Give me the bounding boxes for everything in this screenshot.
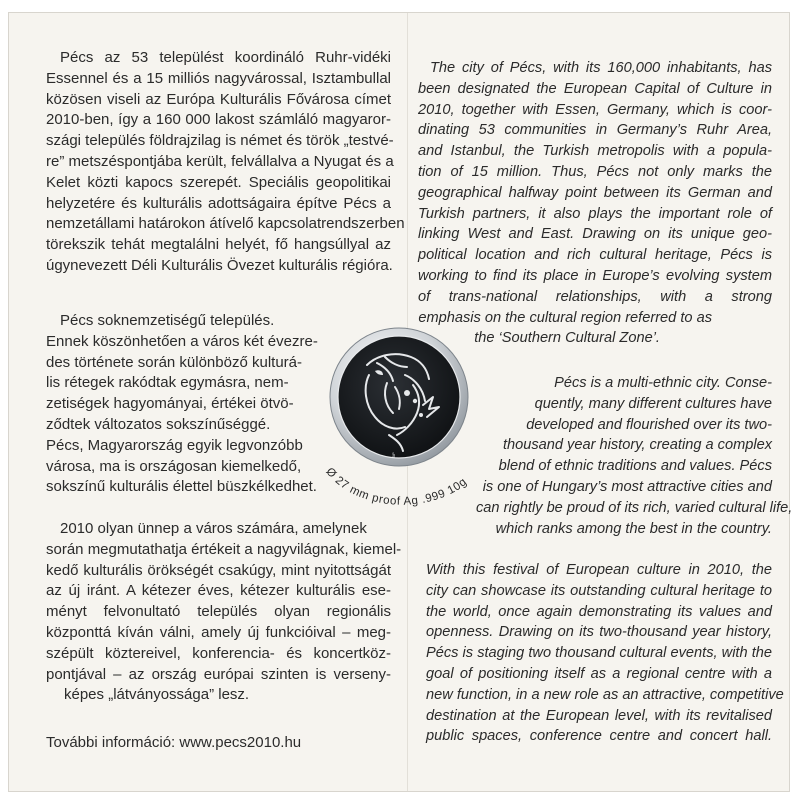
text-line: political location and rich cultural heritage, Pécs is	[418, 247, 772, 264]
coin-spec-label	[300, 420, 510, 530]
text-line: blend of ethnic traditions and values. Pécs	[498, 458, 772, 475]
text-line: Ennek köszönhetően a város két évezre-	[46, 332, 318, 350]
text-line: Essennel és a 15 milliós nagyvárossal, Isztambullal	[46, 69, 391, 87]
text-line: Pécs, Magyarország egyik legvonzóbb	[46, 436, 303, 454]
text-line: With this festival of European culture in 2010, the	[426, 562, 772, 578]
text-line: city can showcase its outstanding cultural heritage to	[426, 582, 772, 599]
text-line: been designated the European Capital of Culture in	[418, 80, 772, 97]
text-line: which ranks among the best in the country.	[495, 520, 772, 537]
text-line: sokszínű kulturális élettel büszkélkedhet.	[46, 478, 317, 496]
text-line: törekszik tehát megtalálni helyét, fő hangsúllyal az	[46, 236, 391, 254]
text-line: Kelet közti kapocs szerepét. Speciális geopolitikai	[46, 173, 391, 191]
text-line: is one of Hungary’s most attractive cities and	[482, 478, 772, 495]
english-paragraph-1	[418, 58, 772, 349]
svg-text:Ø 27 mm proof Ag .999 10g	[323, 466, 469, 508]
text-line: geographical halfway point between its German and	[418, 184, 772, 201]
text-line: helyzetére és kulturális adottságaira építve Pécs a	[46, 194, 391, 212]
text-line: developed and flourished over its two-	[526, 416, 772, 433]
english-paragraph-3	[426, 560, 784, 747]
text-line: az új iránt. A kétezer éves, kétezer kulturális ese-	[46, 582, 391, 600]
text-line: of trans-national relationships, with a strong	[418, 288, 772, 305]
text-line: városa, ma is országosan kiemelkedő,	[46, 457, 302, 475]
text-line: destination at the European level, with its revitalised	[426, 707, 772, 724]
text-line: közösen viseli az Európa Kulturális Fővárosa címet	[46, 90, 391, 108]
text-line: lis rétegek rakódtak egymásra, nem-	[46, 374, 289, 392]
text-line: 2010, together with Essen, Germany, which is coor-	[418, 101, 772, 118]
text-line: re” metszéspontjába került, felvállalva a Nyugat és a	[46, 152, 394, 170]
text-line: tion of 15 million. Thus, Pécs not only marks the	[418, 163, 772, 180]
text-line: The city of Pécs, with its 160,000 inhabitants, has	[430, 60, 772, 76]
text-line: new function, in a new role as an attractive, competitive	[426, 686, 784, 703]
text-line: quently, many different cultures have	[534, 395, 772, 412]
text-line: thousand year history, creating a complex	[502, 437, 772, 454]
text-line: központtá kíván válni, amely új funkcióival – meg-	[46, 623, 391, 641]
text-line: des története során különböző kulturá-	[46, 353, 302, 371]
text-line: working to find its place in Europe’s evolving system	[418, 267, 772, 284]
more-info-text: További információ: www.pecs2010.hu	[46, 734, 302, 751]
text-line: dinating 53 communities in Germany’s Ruhr Area,	[418, 122, 772, 139]
text-line: linking West and East. Drawing on its unique geo-	[418, 226, 772, 243]
text-line: the world, once again demonstrating its values and	[426, 603, 772, 620]
text-line: Pécs is a multi-ethnic city. Conse-	[554, 375, 772, 391]
text-line: 2010 olyan ünnep a város számára, amelynek	[60, 520, 367, 537]
text-line: 2010-ben, így a 160 000 lakost számláló magyaror-	[46, 111, 391, 129]
text-line: képes „látványossága” lesz.	[64, 686, 250, 704]
text-line: goal of positioning itself as a regional centre with a	[426, 665, 772, 682]
text-line: Pécs is staging two thousand cultural events, with the	[426, 645, 772, 662]
hungarian-paragraph-2	[46, 311, 318, 498]
more-info-line	[46, 733, 301, 754]
english-paragraph-2	[476, 373, 793, 539]
text-line: Pécs soknemzetiségű település.	[60, 312, 275, 329]
hungarian-paragraph-1	[46, 48, 405, 277]
text-line: pontjával – az ország európai szinten is verseny-	[46, 665, 391, 683]
text-line: úgynevezett Déli Kulturális Övezet kulturális régióra.	[46, 256, 393, 274]
text-line: Turkish partners, it also plays the important role of	[418, 205, 772, 222]
text-line: nemzetállami határokon átívelő kapcsolatrendszerben	[46, 215, 405, 233]
text-line: szépült köztereivel, konferencia- és koncertköz-	[46, 644, 391, 662]
text-line: Pécs az 53 települést koordináló Ruhr-vidéki	[60, 49, 391, 66]
text-line: ződtek változatos sokszínűséggé.	[46, 415, 271, 433]
text-line: emphasis on the cultural region referred to as	[418, 309, 712, 326]
text-line: kedő kulturális örökségét csakúgy, mint nyitottságát	[46, 561, 391, 579]
text-line: and Istanbul, the Turkish metropolis with a popula-	[418, 143, 772, 160]
text-line: szági település földrajzilag is német és török „testvé-	[46, 132, 394, 150]
coin-spec-text: Ø 27 mm proof Ag .999 10g	[323, 465, 470, 508]
text-line: public spaces, conference centre and concert hall.	[426, 728, 772, 745]
text-line: the ‘Southern Cultural Zone’.	[474, 330, 660, 347]
text-line: can rightly be proud of its rich, varied cultural life,	[476, 499, 793, 516]
text-line: zetiségek hagyományai, értékei ötvö-	[46, 395, 294, 413]
text-line: során megmutathatja értékeit a nagyvilágnak, kiemel-	[46, 540, 402, 558]
coin-mint-mark: BP	[391, 452, 396, 458]
text-line: ményt felvonultató település olyan regionális	[46, 603, 391, 621]
text-line: openness. Drawing on its two-thousand year history,	[426, 624, 772, 641]
hungarian-paragraph-3	[46, 519, 402, 706]
